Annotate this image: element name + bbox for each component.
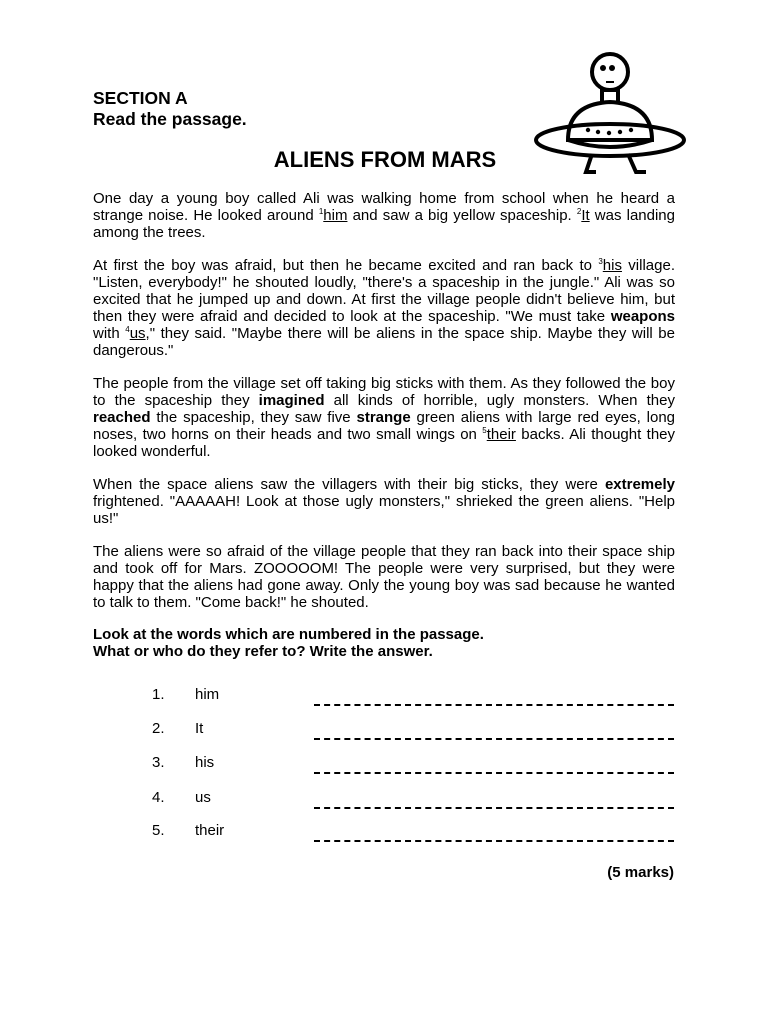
question-word: him	[195, 686, 220, 703]
question-word: his	[195, 754, 215, 771]
section-label: SECTION A	[93, 88, 188, 108]
bold-word: extremely	[604, 476, 675, 493]
reading-passage	[93, 190, 675, 627]
word-number: 4	[125, 325, 130, 334]
question-row	[0, 754, 768, 774]
marks-label: (5 marks)	[607, 864, 674, 881]
bold-word: weapons	[610, 308, 675, 325]
passage-paragraph: At first the boy was afraid, but then he became excited and ran back to $^3$his village. "Listen, everybody!" he shouted loudly, "there's a spaceship in the jungle." Ali was so excited that he jumped up and down. At first the village people didn't believe him, but then they were afraid and decided to look at the spaceship. "We must take weapons with $^4$us," they said. "Maybe there will be aliens in the space ship. Maybe they will be dangerous."	[93, 257, 675, 359]
question-number: 3.	[152, 754, 165, 771]
answer-line[interactable]	[314, 840, 674, 842]
question-instructions	[93, 626, 675, 660]
question-number: 5.	[152, 822, 165, 839]
section-header	[93, 88, 247, 130]
bold-word: reached	[93, 409, 151, 426]
question-word: It	[195, 720, 204, 737]
numbered-word: us	[129, 325, 146, 342]
question-number: 4.	[152, 789, 165, 806]
instruction-line-2: What or who do they refer to? Write the answer.	[93, 643, 433, 660]
read-instruction: Read the passage.	[93, 109, 247, 129]
numbered-word: him	[323, 207, 348, 224]
passage-paragraph: One day a young boy called Ali was walking home from school when he heard a strange noise. He looked around $^1$him and saw a big yellow spaceship. $^2$It was landing among the trees.	[93, 190, 675, 241]
question-row	[0, 686, 768, 706]
word-number: 3	[598, 257, 603, 266]
numbered-word: their	[486, 426, 516, 443]
question-row	[0, 789, 768, 809]
question-row	[0, 822, 768, 842]
question-row	[0, 720, 768, 740]
word-number: 1	[318, 207, 324, 216]
instruction-line-1: Look at the words which are numbered in the passage.	[93, 626, 484, 643]
question-word: their	[195, 822, 225, 839]
alien-spaceship-illustration	[532, 46, 690, 180]
answer-line[interactable]	[314, 807, 674, 809]
word-number: 2	[576, 207, 582, 216]
passage-title: ALIENS FROM MARS	[273, 147, 497, 172]
passage-paragraph: When the space aliens saw the villagers with their big sticks, they were extremely frightened. "AAAAAH! Look at those ugly monsters," shrieked the green aliens. "Help us!"	[93, 476, 675, 527]
numbered-word: It	[581, 207, 590, 224]
answer-line[interactable]	[314, 738, 674, 740]
question-number: 1.	[152, 686, 165, 703]
question-number: 2.	[152, 720, 165, 737]
passage-paragraph: The aliens were so afraid of the village people that they ran back into their space ship and took off for Mars. ZOOOOOM! The people were very surprised, but they were happy that the aliens had gone away. Only the young boy was sad because he wanted to talk to them. "Come back!" he shouted.	[93, 543, 675, 611]
bold-word: strange	[356, 409, 411, 426]
numbered-word: his	[602, 257, 622, 274]
word-number: 5	[482, 426, 487, 435]
answer-line[interactable]	[314, 772, 674, 774]
question-word: us	[195, 789, 211, 806]
bold-word: imagined	[258, 392, 325, 409]
answer-line[interactable]	[314, 704, 674, 706]
passage-paragraph: The people from the village set off taking big sticks with them. As they followed the boy to the spaceship they imagined all kinds of horrible, ugly monsters. When they reached the spaceship, they saw five strange green aliens with large red eyes, long noses, two horns on their heads and two small wings on $^5$their backs. Ali thought they looked wonderful.	[93, 375, 676, 460]
